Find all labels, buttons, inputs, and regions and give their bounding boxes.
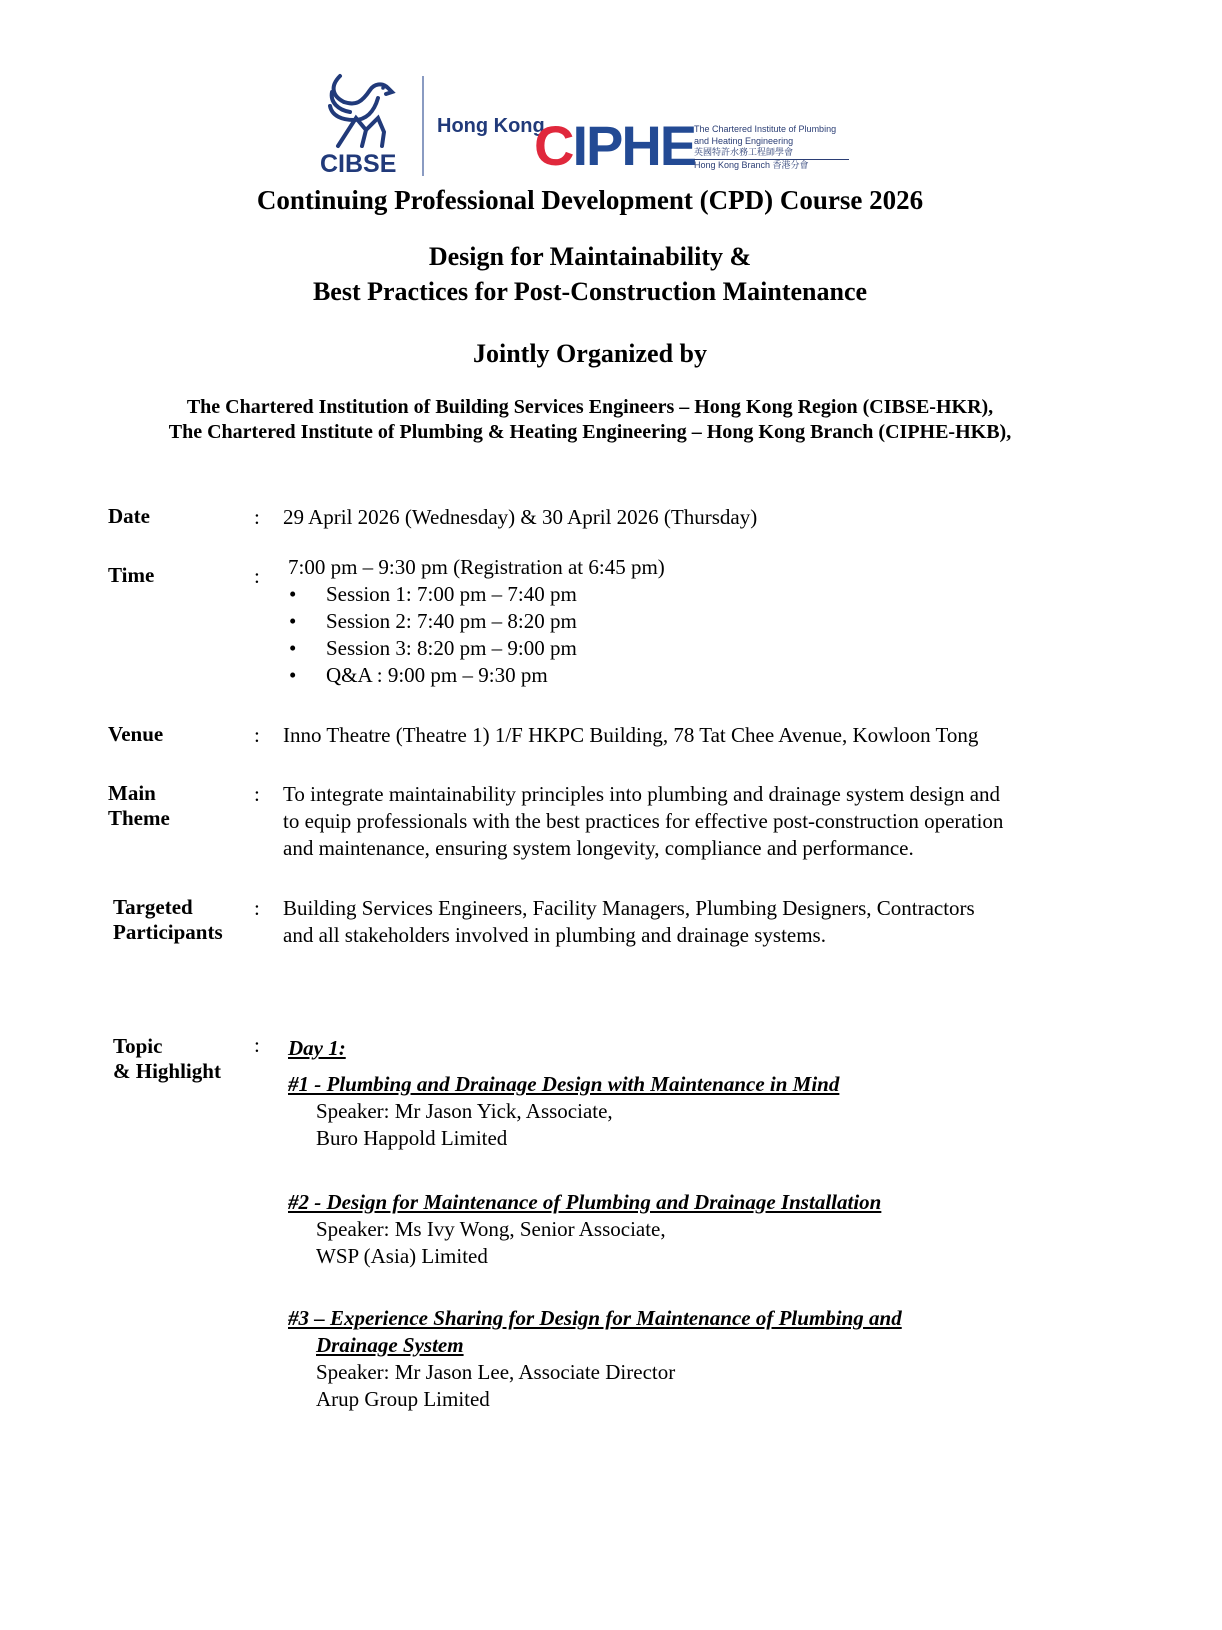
talk-title: #3 – Experience Sharing for Design for Maintenance of Plumbing and Drainage System bbox=[288, 1305, 1008, 1359]
day-1-heading: Day 1: bbox=[288, 1036, 346, 1060]
talk-speaker: Speaker: Mr Jason Yick, Associate, bbox=[316, 1099, 613, 1123]
cibse-region-label: Hong Kong bbox=[437, 115, 545, 137]
venue-value: Inno Theatre (Theatre 1) 1/F HKPC Building, 78 Tat Chee Avenue, Kowloon Tong bbox=[283, 723, 979, 747]
talk-title: #2 - Design for Maintenance of Plumbing and Drainage Installation bbox=[288, 1190, 882, 1214]
date-value: 29 April 2026 (Wednesday) & 30 April 2026 (Thursday) bbox=[283, 505, 758, 529]
time-value bbox=[288, 554, 1088, 689]
talk-speaker: Speaker: Mr Jason Lee, Associate Director bbox=[316, 1360, 676, 1384]
talk-company: WSP (Asia) Limited bbox=[316, 1244, 488, 1268]
date-colon: : bbox=[254, 505, 260, 529]
ciphe-wordmark: CIPHE bbox=[534, 114, 696, 177]
session-item: • Q&A : 9:00 pm – 9:30 pm bbox=[288, 662, 1088, 689]
venue-colon: : bbox=[254, 723, 260, 747]
session-item: • Session 1: 7:00 pm – 7:40 pm bbox=[288, 581, 1088, 608]
theme-colon: : bbox=[254, 782, 260, 806]
theme-value: To integrate maintainability principles into plumbing and drainage system design and to equip professionals with the best practices for effective post-construction operation and maintenance, ensuring system longevity, compliance and performance. bbox=[283, 782, 1004, 860]
organizer-cibse: The Chartered Institution of Building Services Engineers – Hong Kong Region (CIBSE-HKR), bbox=[186, 396, 994, 418]
logo-divider bbox=[422, 76, 424, 176]
time-range: 7:00 pm – 9:30 pm (Registration at 6:45 pm) bbox=[288, 555, 665, 579]
logo-row bbox=[318, 68, 878, 188]
subject-line-1: Design for Maintainability & bbox=[428, 242, 752, 271]
cibse-wordmark: CIBSE bbox=[320, 150, 397, 178]
participants-label: Targeted Participants bbox=[113, 895, 223, 944]
talk-company: Arup Group Limited bbox=[316, 1387, 490, 1411]
topic-label: Topic & Highlight bbox=[113, 1034, 221, 1083]
participants-colon: : bbox=[254, 896, 260, 920]
cibse-bird-icon bbox=[326, 72, 398, 150]
talk-title: #1 - Plumbing and Drainage Design with Maintenance in Mind bbox=[288, 1072, 840, 1096]
time-label: Time bbox=[108, 563, 155, 587]
session-item: • Session 3: 8:20 pm – 9:00 pm bbox=[288, 635, 1088, 662]
organizer-ciphe: The Chartered Institute of Plumbing & Heating Engineering – Hong Kong Branch (CIPHE-HKB), bbox=[168, 421, 1012, 443]
theme-label: Main Theme bbox=[108, 781, 170, 830]
venue-label: Venue bbox=[108, 722, 164, 746]
talk-speaker: Speaker: Ms Ivy Wong, Senior Associate, bbox=[316, 1217, 666, 1241]
participants-value: Building Services Engineers, Facility Managers, Plumbing Designers, Contractors and all stakeholders involved in plumbing and drainage systems. bbox=[283, 896, 975, 947]
talk-item bbox=[288, 1071, 1008, 1152]
time-colon: : bbox=[254, 564, 260, 588]
talk-title-continued: Drainage System bbox=[316, 1333, 464, 1357]
subject-line-2: Best Practices for Post-Construction Maintenance bbox=[312, 277, 868, 306]
talk-company: Buro Happold Limited bbox=[316, 1126, 508, 1150]
ciphe-logo bbox=[534, 116, 854, 186]
ciphe-subtitle: The Chartered Institute of Plumbing and Heating Engineering 英國特許水務工程師學會 Hong Kong Branch 香港分會 bbox=[694, 124, 849, 171]
jointly-organized-heading: Jointly Organized by bbox=[472, 339, 707, 368]
cibse-logo bbox=[318, 68, 418, 183]
course-title: Continuing Professional Development (CPD) Course 2026 bbox=[256, 185, 924, 215]
topic-colon: : bbox=[254, 1033, 260, 1057]
date-label: Date bbox=[108, 504, 150, 528]
talk-item bbox=[288, 1189, 1008, 1270]
session-list bbox=[288, 581, 1088, 689]
talk-item bbox=[288, 1305, 1008, 1413]
session-item: • Session 2: 7:40 pm – 8:20 pm bbox=[288, 608, 1088, 635]
